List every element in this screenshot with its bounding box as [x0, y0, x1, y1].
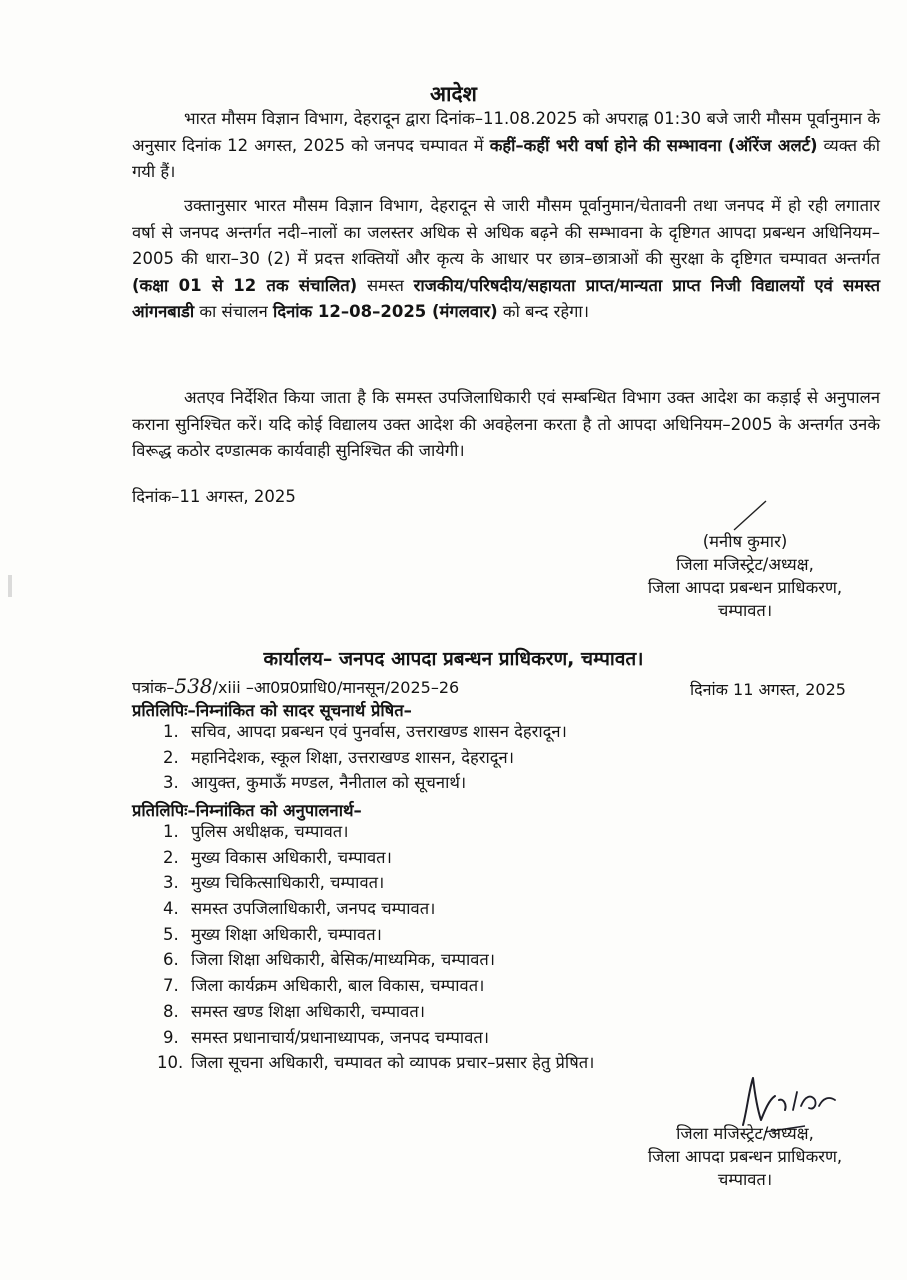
reference-number: पत्रांक–538/xiii –आ0प्र0प्राधि0/मानसून/2025–26: [132, 674, 460, 698]
list-item: 2. महानिदेशक, स्कूल शिक्षा, उत्तराखण्ड शासन, देहरादून।: [163, 747, 514, 767]
signatory-authority: जिला आपदा प्रबन्धन प्राधिकरण,: [647, 1147, 843, 1166]
list-item: 1. पुलिस अधीक्षक, चम्पावत।: [163, 822, 349, 841]
letter-date: दिनांक 11 अगस्त, 2025: [690, 680, 846, 699]
signatory-designation: जिला मजिस्ट्रेट/अध्यक्ष,: [676, 555, 814, 574]
order-date: दिनांक–11 अगस्त, 2025: [132, 487, 296, 506]
list-item: 8. समस्त खण्ड शिक्षा अधिकारी, चम्पावत।: [163, 1001, 426, 1021]
signatory-block: [600, 530, 890, 622]
list-item: 4. समस्त उपजिलाधिकारी, जनपद चम्पावत।: [163, 899, 436, 919]
list-item: 10. जिला सूचना अधिकारी, चम्पावत को व्यापक प्रचार–प्रसार हेतु प्रेषित।: [157, 1053, 595, 1073]
copy-compliance-list: [157, 819, 595, 1076]
list-item: 7. जिला कार्यक्रम अधिकारी, बाल विकास, चम्पावत।: [163, 976, 485, 996]
signatory-name: (मनीष कुमार): [702, 532, 788, 551]
order-paragraph-1: भारत मौसम विज्ञान विभाग, देहरादून द्वारा दिनांक–11.08.2025 को अपराह्न 01:30 बजे जारी मौसम पूर्वानुमान के अनुसार दिनांक 12 अगस्त, 2025 को जनपद चम्पावत में कहीं–कहीं भरी वर्षा होने की सम्भावना (ऑरेंज अलर्ट) व्यक्त की गयी हैं।: [132, 109, 880, 181]
signatory-designation: जिला मजिस्ट्रेट/अध्यक्ष,: [676, 1124, 814, 1143]
list-item: 9. समस्त प्रधानाचार्य/प्रधानाध्यापक, जनपद चम्पावत।: [163, 1027, 490, 1047]
scan-mark: [8, 575, 12, 597]
handwritten-number: 538: [174, 674, 213, 698]
signatory-authority: जिला आपदा प्रबन्धन प्राधिकरण,: [647, 578, 843, 597]
copy-info-list: [163, 719, 567, 796]
signature-mark: [730, 498, 770, 534]
order-paragraph-3: अतएव निर्देशित किया जाता है कि समस्त उपजिलाधिकारी एवं सम्बन्धित विभाग उक्त आदेश का कड़ाई से अनुपालन कराना सुनिश्चित करें। यदि कोई विद्यालय उक्त आदेश की अवहेलना करता है तो आपदा अधिनियम–2005 के अन्तर्गत उनके विरूद्ध कठोर दण्डात्मक कार्यवाही सुनिश्चित की जायेगी।: [132, 388, 880, 460]
signatory-place: चम्पावत।: [717, 601, 773, 620]
list-item: 1. सचिव, आपदा प्रबन्धन एवं पुनर्वास, उत्तराखण्ड शासन देहरादून।: [163, 722, 567, 741]
list-item: 6. जिला शिक्षा अधिकारी, बेसिक/माध्यमिक, चम्पावत।: [163, 950, 496, 970]
copy-compliance-heading: प्रतिलिपिः–निम्नांकित को अनुपालनार्थ–: [132, 801, 362, 820]
list-item: 3. मुख्य चिकित्साधिकारी, चम्पावत।: [163, 873, 385, 893]
order-paragraph-2: उक्तानुसार भारत मौसम विज्ञान विभाग, देहरादून से जारी मौसम पूर्वानुमान/चेतावनी तथा जनपद में हो रही लगातार वर्षा से जनपद अन्तर्गत नदी–नालों का जलस्तर अधिक से अधिक बढ़ने की सम्भावना के दृष्टिगत आपदा प्रबन्धन अधिनियम–2005 की धारा–30 (2) में प्रदत्त शक्तियों और कृत्य के आधार पर छात्र–छात्राओं की सुरक्षा के दृष्टिगत चम्पावत अन्तर्गत (कक्षा 01 से 12 तक संचालित) समस्त राजकीय/परिषदीय/सहायता प्राप्त/मान्यता प्राप्त निजी विद्यालयों एवं समस्त आंगनबाडी का संचालन दिनांक 12–08–2025 (मंगलवार) को बन्द रहेगा।: [132, 196, 880, 321]
list-item: 2. मुख्य विकास अधिकारी, चम्पावत।: [163, 847, 392, 867]
list-item: 3. आयुक्त, कुमाऊँ मण्डल, नैनीताल को सूचनार्थ।: [163, 773, 467, 793]
signatory-place: चम्पावत।: [717, 1170, 773, 1189]
list-item: 5. मुख्य शिक्षा अधिकारी, चम्पावत।: [163, 924, 382, 944]
office-heading: कार्यालय– जनपद आपदा प्रबन्धन प्राधिकरण, चम्पावत।: [263, 648, 644, 670]
copy-info-heading: प्रतिलिपिः–निम्नांकित को सादर सूचनार्थ प्रेषित–: [132, 701, 412, 720]
signatory-block-2: [600, 1122, 890, 1191]
order-title: आदेश: [430, 82, 477, 106]
